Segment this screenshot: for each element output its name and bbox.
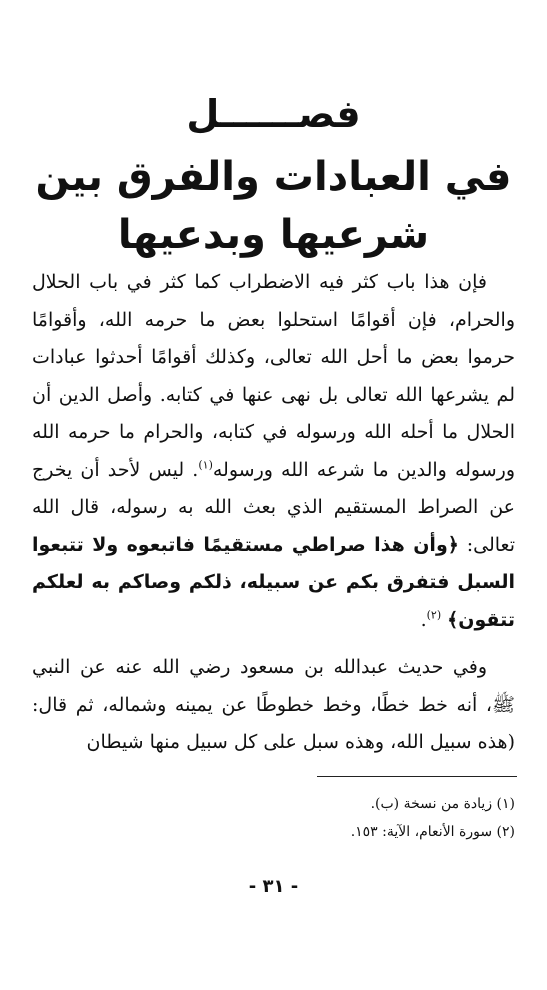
- footnote-1: (١) زيادة من نسخة (ب).: [370, 796, 515, 812]
- section-heading: فصــــــل: [186, 92, 361, 136]
- footnote-marker-2: (٢): [426, 608, 442, 622]
- footnote-2: (٢) سورة الأنعام، الآية: ١٥٣.: [350, 824, 515, 840]
- chapter-title: في العبادات والفرق بين شرعيها وبدعيها: [35, 154, 512, 258]
- body-text: [32, 264, 515, 762]
- paragraph-1-text: فإن هذا باب كثر فيه الاضطراب كما كثر في باب الحلال والحرام، فإن أقوامًا استحلوا بعض ما حرمه الله، وأقوامًا حرموا بعض ما أحل الله تعالى، وكذلك أقوامًا أحدثوا عبادات لم يشرعها الله تعالى بل نهى عنها في كتابه. وأصل الدين أن الحلال ما أحله الله ورسوله في كتابه، والحرام ما حرمه الله ورسوله والدين ما شرعه الله ورسوله: [32, 271, 516, 481]
- footnotes: [32, 790, 515, 846]
- paragraph-1-end: .: [420, 608, 427, 631]
- paragraph-1: [32, 264, 515, 639]
- paragraph-1-text-continued: . ليس لأحد أن يخرج عن الصراط المستقيم الذي بعث الله به رسوله، قال الله تعالى:: [32, 458, 516, 556]
- paragraph-2: وفي حديث عبدالله بن مسعود رضي الله عنه عن النبي ﷺ، أنه خط خطًا، وخط خطوطًا عن يمينه وشماله، ثم قال: (هذه سبيل الله، وهذه سبل على كل سبيل منها شيطان: [32, 656, 515, 753]
- footnote-divider: [317, 776, 517, 777]
- page-number: - ٣١ -: [248, 876, 299, 897]
- quran-verse: ﴿وأن هذا صراطي مستقيمًا فاتبعوه ولا تتبعوا السبل فتفرق بكم عن سبيله، ذلكم وصاكم به لعلكم تتقون﴾: [32, 533, 515, 631]
- footnote-marker-1: (١): [198, 458, 213, 472]
